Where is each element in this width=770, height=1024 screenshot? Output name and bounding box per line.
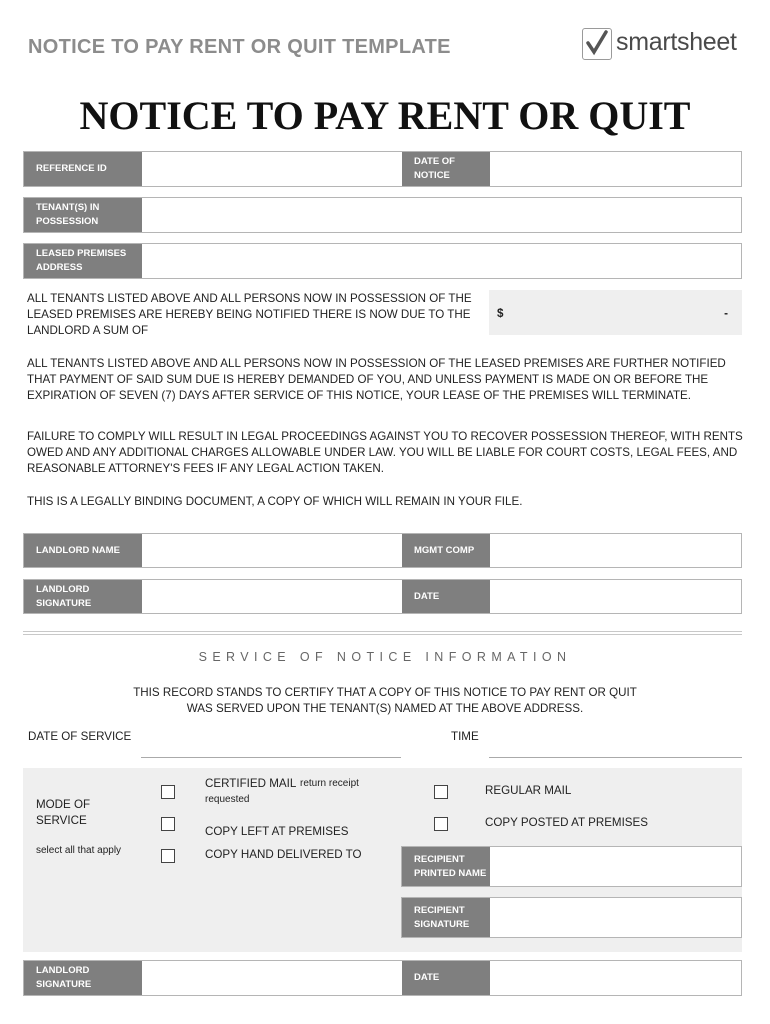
date-of-notice-field[interactable] <box>490 152 741 186</box>
sum-paragraph: ALL TENANTS LISTED ABOVE AND ALL PERSONS NOW IN POSSESSION OF THE LEASED PREMISES ARE HEREBY BEING NOTIFIED THERE IS NOW DUE TO THE LANDLORD A SUM OF <box>27 292 472 337</box>
final-landlord-signature-label: LANDLORD SIGNATURE <box>24 961 142 995</box>
mgmt-comp-label: MGMT COMP <box>402 534 490 567</box>
landlord-signature-row <box>23 579 742 614</box>
copy-posted-checkbox[interactable] <box>434 817 448 831</box>
hand-delivered-checkbox[interactable] <box>161 849 175 863</box>
certification-line-2: WAS SERVED UPON THE TENANT(S) NAMED AT THE ABOVE ADDRESS. <box>186 702 584 715</box>
date-label: DATE <box>402 580 490 613</box>
recipient-signature-row <box>401 897 742 938</box>
landlord-signature-field[interactable] <box>142 580 402 613</box>
copy-left-checkbox[interactable] <box>161 817 175 831</box>
recipient-printed-row <box>401 846 742 887</box>
final-landlord-signature-field[interactable] <box>142 961 402 995</box>
section-divider <box>23 631 742 632</box>
time-field[interactable] <box>489 741 742 758</box>
certified-mail-note: return receipt <box>300 778 359 789</box>
premises-label: LEASED PREMISES ADDRESS <box>24 244 142 278</box>
landlord-name-row <box>23 533 742 568</box>
binding-document-paragraph: THIS IS A LEGALLY BINDING DOCUMENT, A COPY OF WHICH WILL REMAIN IN YOUR FILE. <box>27 495 523 508</box>
recipient-printed-field[interactable] <box>490 847 741 886</box>
checkmark-icon <box>582 28 612 60</box>
amount-value: - <box>724 307 728 320</box>
date-of-notice-label: DATE OF NOTICE <box>402 152 490 186</box>
final-date-field[interactable] <box>490 961 741 995</box>
premises-row <box>23 243 742 279</box>
certified-mail-checkbox[interactable] <box>161 785 175 799</box>
select-all-hint: select all that apply <box>36 845 122 856</box>
landlord-name-field[interactable] <box>142 534 402 567</box>
copy-posted-label: COPY POSTED AT PREMISES <box>485 816 649 829</box>
reference-id-label: REFERENCE ID <box>24 152 142 186</box>
section-divider <box>23 634 742 635</box>
tenants-field[interactable] <box>142 198 741 232</box>
date-field[interactable] <box>490 580 741 613</box>
service-section-title: SERVICE OF NOTICE INFORMATION <box>198 650 572 664</box>
final-date-label: DATE <box>402 961 490 995</box>
template-title: NOTICE TO PAY RENT OR QUIT TEMPLATE <box>28 36 451 58</box>
date-of-service-field[interactable] <box>141 741 401 758</box>
certification-line-1: THIS RECORD STANDS TO CERTIFY THAT A COPY OF THIS NOTICE TO PAY RENT OR QUIT <box>133 686 637 699</box>
recipient-printed-label: RECIPIENT PRINTED NAME <box>402 847 490 886</box>
date-of-service-label: DATE OF SERVICE <box>28 730 132 743</box>
final-landlord-signature-row <box>23 960 742 996</box>
regular-mail-label: REGULAR MAIL <box>485 784 572 797</box>
premises-field[interactable] <box>142 244 741 278</box>
reference-id-field[interactable] <box>142 152 402 186</box>
tenants-row <box>23 197 742 233</box>
landlord-name-label: LANDLORD NAME <box>24 534 142 567</box>
legal-proceedings-paragraph: FAILURE TO COMPLY WILL RESULT IN LEGAL PROCEEDINGS AGAINST YOU TO RECOVER POSSESSION THEREOF, WITH RENTS OWED AND ANY ADDITIONAL CHARGES ALLOWABLE UNDER LAW. YOU WILL BE LIABLE FOR COURT COSTS, LEGAL FEES, AND REASONABLE ATTORNEY'S FEES IF ANY LEGAL ACTION TAKEN. <box>27 430 743 475</box>
logo-text: smartsheet <box>616 28 737 56</box>
hand-delivered-label: COPY HAND DELIVERED TO <box>205 848 362 861</box>
smartsheet-logo <box>582 26 744 62</box>
certified-mail-note-2: requested <box>205 794 250 805</box>
page-title: NOTICE TO PAY RENT OR QUIT <box>79 93 691 138</box>
tenants-label: TENANT(S) IN POSSESSION <box>24 198 142 232</box>
mgmt-comp-field[interactable] <box>490 534 741 567</box>
copy-left-label: COPY LEFT AT PREMISES <box>205 825 349 838</box>
termination-paragraph: ALL TENANTS LISTED ABOVE AND ALL PERSONS NOW IN POSSESSION OF THE LEASED PREMISES ARE FURTHER NOTIFIED THAT PAYMENT OF SAID SUM DUE IS HEREBY DEMANDED OF YOU, AND UNLESS PAYMENT IS MADE ON OR BEFORE THE EXPIRATION OF SEVEN (7) DAYS AFTER SERVICE OF THIS NOTICE, YOUR LEASE OF THE PREMISES WILL TERMINATE. <box>27 357 726 402</box>
amount-field[interactable] <box>489 290 742 335</box>
regular-mail-checkbox[interactable] <box>434 785 448 799</box>
reference-row <box>23 151 742 187</box>
dollar-sign: $ <box>497 307 504 320</box>
mode-of-service-label: MODE OF SERVICE <box>36 798 91 827</box>
recipient-signature-field[interactable] <box>490 898 741 937</box>
landlord-signature-label: LANDLORD SIGNATURE <box>24 580 142 613</box>
recipient-signature-label: RECIPIENT SIGNATURE <box>402 898 490 937</box>
certified-mail-label: CERTIFIED MAIL <box>205 777 297 790</box>
time-label: TIME <box>451 730 479 743</box>
